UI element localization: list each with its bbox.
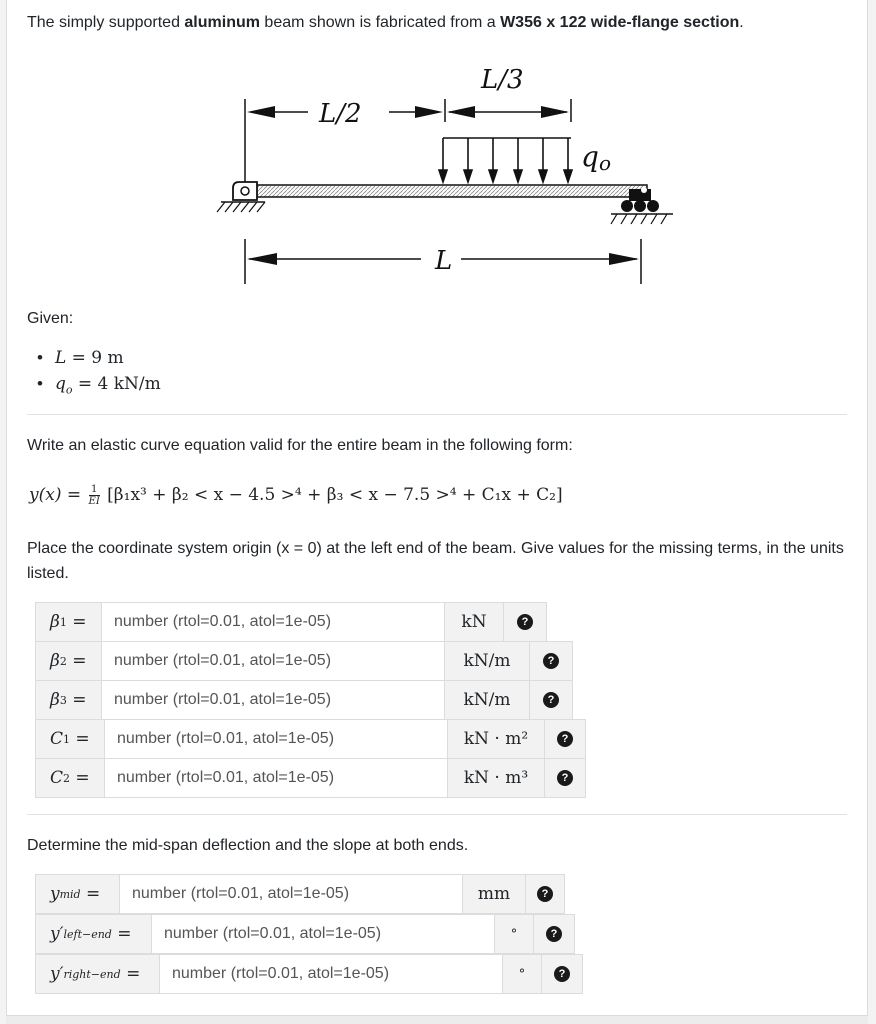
beta3-row — [35, 680, 573, 720]
beta2-unit: kN/m — [445, 641, 529, 681]
given-label: Given: — [27, 310, 74, 327]
c2-input[interactable] — [104, 758, 448, 798]
card-footer — [6, 1016, 868, 1024]
beta2-row — [35, 641, 573, 681]
beta1-label: β 1 = — [35, 602, 101, 642]
slope-right-label: y′ right−end = — [35, 954, 159, 994]
slope-left-label: y′ left−end = — [35, 914, 151, 954]
question-card — [6, 0, 868, 1016]
beta3-help-button[interactable] — [529, 680, 573, 720]
given-list — [37, 345, 161, 397]
beam — [243, 185, 647, 197]
c1-input[interactable] — [104, 719, 448, 759]
divider — [27, 414, 847, 415]
beta3-unit: kN/m — [445, 680, 529, 720]
slope-left-unit: ° — [495, 914, 533, 954]
slope-right-input[interactable] — [159, 954, 503, 994]
c2-row — [35, 758, 586, 798]
help-icon: ? — [543, 692, 559, 708]
slope-left-input[interactable] — [151, 914, 495, 954]
beta2-help-button[interactable] — [529, 641, 573, 681]
beta1-input[interactable] — [101, 602, 445, 642]
given-load: • $q_o = 4$ kN/m — [37, 371, 161, 397]
c2-help-button[interactable] — [544, 758, 586, 798]
material-name: aluminum — [184, 14, 260, 31]
ymid-help-button[interactable] — [525, 874, 565, 914]
help-icon: ? — [557, 770, 573, 786]
elastic-curve-equation: y(x) = $\frac{1}{EI}$ [β₁x³ + β₂ < x − 4.5 >⁴ + β₃ < x − 7.5 >⁴ + C₁x + C₂] — [29, 484, 563, 507]
slope-left-help-button[interactable] — [533, 914, 575, 954]
ymid-input[interactable] — [119, 874, 463, 914]
c1-unit: kN · m² — [448, 719, 544, 759]
slope-right-row — [35, 954, 583, 994]
intro-text: The simply supported — [27, 14, 185, 31]
divider — [27, 814, 847, 815]
beta1-help-button[interactable] — [503, 602, 547, 642]
load-arrows — [439, 138, 572, 182]
given-length: • L = 9 m — [37, 345, 161, 371]
beta1-row — [35, 602, 547, 642]
beta1-unit: kN — [445, 602, 503, 642]
slope-right-help-button[interactable] — [541, 954, 583, 994]
help-icon: ? — [517, 614, 533, 630]
load-label: qo — [581, 140, 611, 175]
section-name: W356 x 122 wide-flange section — [500, 14, 740, 31]
beta2-input[interactable] — [101, 641, 445, 681]
c2-label: C 2 = — [35, 758, 104, 798]
beta3-label: β 3 = — [35, 680, 101, 720]
c1-row — [35, 719, 586, 759]
origin-note: Place the coordinate system origin (x = 0) at the left end of the beam. Give values for the missing terms, in the units listed. — [27, 540, 844, 582]
beta2-label: β 2 = — [35, 641, 101, 681]
help-icon: ? — [537, 886, 553, 902]
equation-prompt: Write an elastic curve equation valid for the entire beam in the following form: — [27, 437, 573, 454]
ymid-unit: mm — [463, 874, 525, 914]
help-icon: ? — [546, 926, 562, 942]
slope-right-unit: ° — [503, 954, 541, 994]
slope-left-row — [35, 914, 575, 954]
dim-third-label: L/3 — [481, 65, 524, 95]
problem-statement — [27, 14, 744, 32]
dim-half-label: L/2 — [319, 99, 362, 129]
intro-text: . — [739, 14, 744, 31]
c1-label: C 1 = — [35, 719, 104, 759]
c2-unit: kN · m³ — [448, 758, 544, 798]
help-icon: ? — [543, 653, 559, 669]
pin-support — [217, 182, 265, 212]
c1-help-button[interactable] — [544, 719, 586, 759]
intro-text: beam shown is fabricated from a — [259, 14, 501, 31]
beam-diagram — [203, 54, 683, 294]
deflection-prompt: Determine the mid-span deflection and the slope at both ends. — [27, 837, 469, 854]
help-icon: ? — [554, 966, 570, 982]
ymid-row — [35, 874, 565, 914]
beta3-input[interactable] — [101, 680, 445, 720]
help-icon: ? — [557, 731, 573, 747]
dim-span-label: L — [435, 246, 453, 276]
ymid-label: y mid = — [35, 874, 119, 914]
